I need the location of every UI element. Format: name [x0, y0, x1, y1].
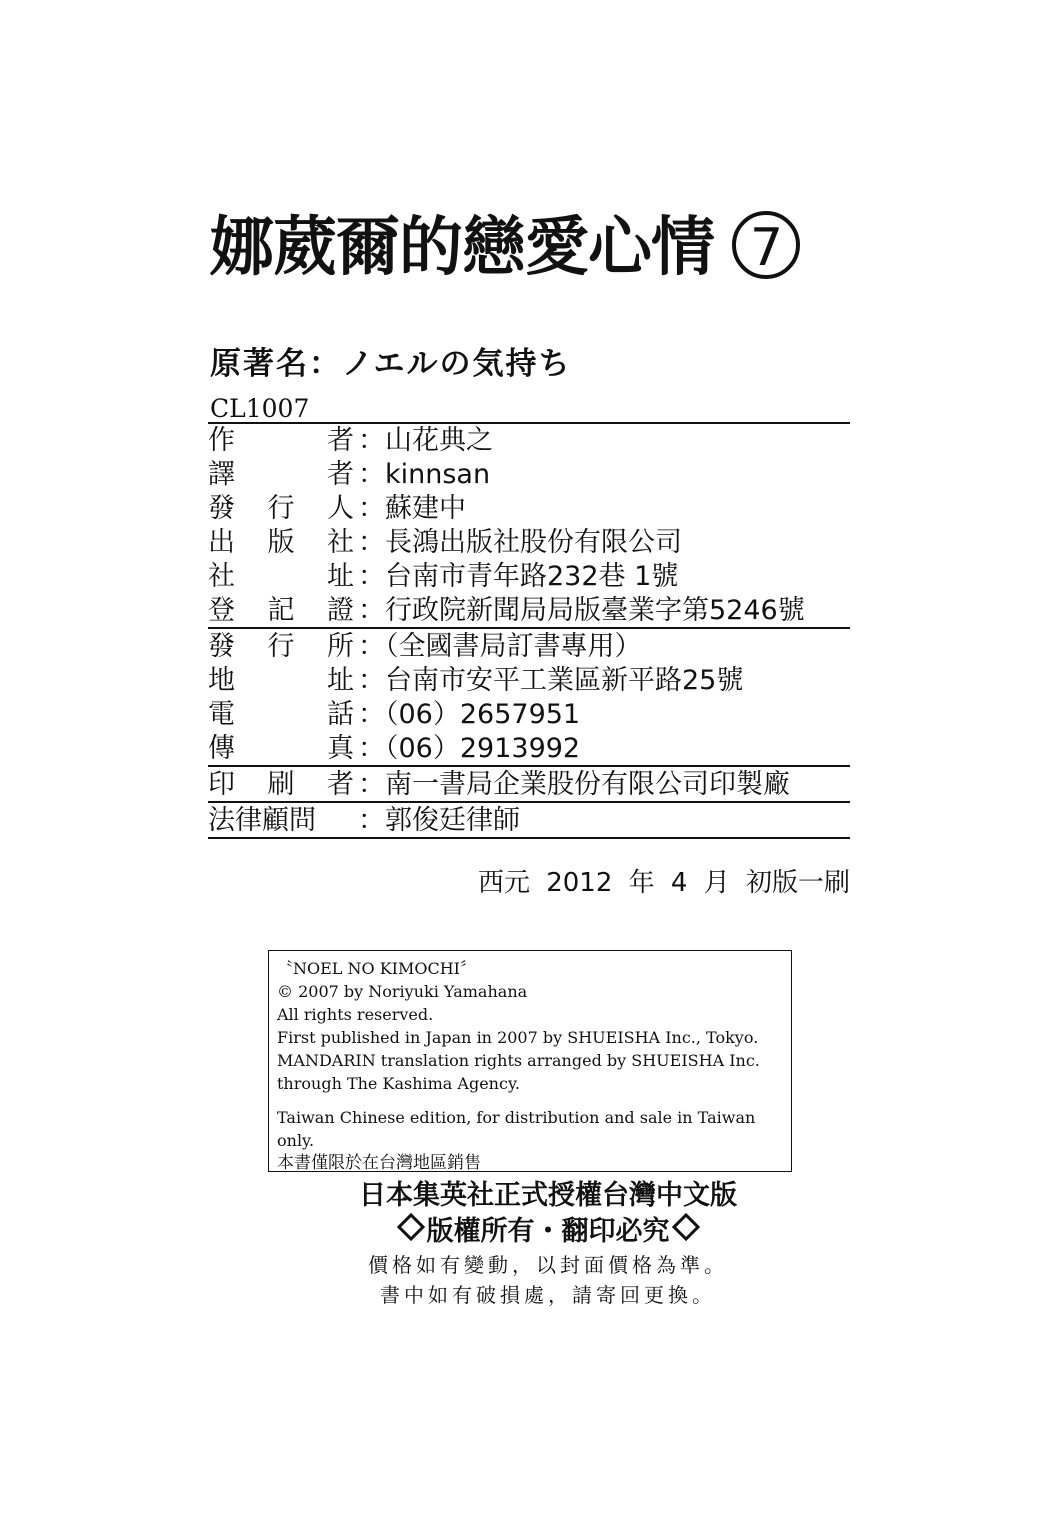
credit-label-char: 所 [327, 631, 354, 662]
credit-value-text: 台南市青年路232巷 1號 [385, 561, 679, 592]
credit-value-text: 山花典之 [385, 425, 493, 456]
credit-label-char: 傳 [208, 733, 235, 764]
credit-label-char: 登 [208, 595, 235, 626]
credit-label-char: 記 [267, 595, 295, 626]
credit-value-text: 行政院新聞局局版臺業字第5246號 [385, 595, 805, 626]
credit-label-char: 發 [208, 631, 235, 662]
credit-label-char: 發 [208, 493, 235, 524]
copyright-protection [268, 1214, 828, 1250]
credit-colon: ： [358, 769, 385, 800]
original-title: 原著名：ノエルの気持ち [210, 346, 572, 382]
rights-line: 〝NOEL NO KIMOCHI〞 [277, 959, 477, 978]
credit-label [208, 767, 356, 801]
credit-label-char: 行 [267, 631, 295, 662]
credit-label [208, 803, 356, 837]
credit-label [208, 629, 356, 663]
credit-label-char: 社 [327, 527, 354, 558]
credit-label-char: 行 [267, 493, 295, 524]
volume-number-badge: 7 [732, 211, 800, 279]
rights-box [268, 950, 792, 1172]
credit-colon: ： [358, 459, 385, 490]
divider [208, 837, 850, 839]
credits-table [208, 423, 850, 839]
credit-value [356, 731, 580, 765]
credit-value-text: （06）2657951 [385, 699, 581, 730]
rights-line: © 2007 by Noriyuki Yamahana [277, 982, 528, 1001]
credit-label-char: 社 [208, 561, 235, 592]
credit-label-char: 印 [208, 769, 235, 800]
credit-colon: ： [358, 561, 385, 592]
credit-row [208, 423, 850, 457]
credit-value [356, 767, 790, 801]
credit-value-text: 南一書局企業股份有限公司印製廠 [385, 769, 790, 800]
credit-row [208, 663, 850, 697]
credit-value [356, 803, 520, 837]
credit-label-char: 譯 [208, 459, 235, 490]
credit-row [208, 457, 850, 491]
credit-value-text: 台南市安平工業區新平路25號 [385, 665, 744, 696]
taiwan-edition-en: Taiwan Chinese edition, for distribution and sale in Taiwan only. [277, 1108, 756, 1150]
credit-label-char: 者 [327, 459, 354, 490]
credit-label-char: 電 [208, 699, 235, 730]
credit-label [208, 559, 356, 593]
rights-line: All rights reserved. [277, 1005, 434, 1024]
credit-value-text: 郭俊廷律師 [385, 805, 520, 836]
diamond-icon [671, 1213, 699, 1241]
credit-colon: ： [358, 493, 385, 524]
credit-colon: ： [358, 631, 385, 662]
credit-value [356, 423, 493, 457]
credit-colon: ： [358, 733, 385, 764]
credit-value [356, 457, 490, 491]
credit-label [208, 491, 356, 525]
credit-label-char: 人 [327, 493, 354, 524]
credit-label-char: 者 [327, 425, 354, 456]
credit-row [208, 803, 850, 837]
credit-row [208, 559, 850, 593]
credit-value-text: 長鴻出版社股份有限公司 [385, 527, 682, 558]
credit-label-char: 法律顧問 [208, 805, 316, 836]
credit-label [208, 663, 356, 697]
credit-label-char: 作 [208, 425, 235, 456]
rights-line: First published in Japan in 2007 by SHUEISHA Inc., Tokyo. [277, 1028, 759, 1047]
credit-value-text: kinnsan [385, 459, 491, 490]
credit-label-char: 真 [327, 733, 354, 764]
credit-label-char: 刷 [267, 769, 295, 800]
book-title [210, 208, 800, 288]
credit-colon: ： [358, 805, 385, 836]
rights-line: MANDARIN translation rights arranged by SHUEISHA Inc. [277, 1051, 760, 1070]
credit-value [356, 629, 642, 663]
credit-colon: ： [358, 425, 385, 456]
credit-label-char: 出 [208, 527, 235, 558]
credit-label-char: 話 [327, 699, 354, 730]
rights-line: through The Kashima Agency. [277, 1074, 520, 1093]
credit-colon: ： [358, 699, 385, 730]
credit-row [208, 629, 850, 663]
credit-label-char: 址 [327, 561, 354, 592]
credit-label [208, 525, 356, 559]
book-title-text: 娜葳爾的戀愛心情 [210, 211, 714, 285]
credit-row [208, 593, 850, 627]
credit-label-char: 地 [208, 665, 235, 696]
credit-label [208, 731, 356, 765]
credit-value-text: 蘇建中 [385, 493, 466, 524]
credit-colon: ： [358, 665, 385, 696]
footer [268, 1178, 828, 1310]
credit-label-char: 者 [327, 769, 354, 800]
credit-label [208, 457, 356, 491]
credit-row [208, 525, 850, 559]
credit-label-char: 址 [327, 665, 354, 696]
authorized-edition: 日本集英社正式授權台灣中文版 [359, 1180, 737, 1211]
credit-colon: ： [358, 595, 385, 626]
credit-label [208, 423, 356, 457]
credit-label-char: 證 [327, 595, 354, 626]
credit-value [356, 663, 743, 697]
credit-value [356, 491, 466, 525]
taiwan-edition-zh: 本書僅限於在台灣地區銷售 [277, 1153, 481, 1173]
credit-value [356, 525, 682, 559]
credit-label [208, 697, 356, 731]
credit-value [356, 593, 805, 627]
rights-lines [277, 957, 783, 1095]
credit-row [208, 767, 850, 801]
credit-colon: ： [358, 527, 385, 558]
diamond-icon [396, 1213, 424, 1241]
copyright-protection-text: 版權所有・翻印必究 [426, 1216, 670, 1247]
credit-value-text: （全國書局訂書專用） [385, 631, 642, 662]
price-note: 價格如有變動，以封面價格為準。 [368, 1253, 728, 1277]
credit-label [208, 593, 356, 627]
edition-date: 西元 2012 年 4 月 初版一刷 [477, 868, 850, 898]
credit-row [208, 491, 850, 525]
credit-value [356, 697, 580, 731]
credit-value-text: （06）2913992 [385, 733, 581, 764]
credit-value [356, 559, 678, 593]
credit-row [208, 731, 850, 765]
credit-label-char: 版 [267, 527, 295, 558]
catalog-code: CL1007 [210, 394, 310, 423]
damage-note: 書中如有破損處，請寄回更換。 [380, 1283, 716, 1307]
credit-row [208, 697, 850, 731]
